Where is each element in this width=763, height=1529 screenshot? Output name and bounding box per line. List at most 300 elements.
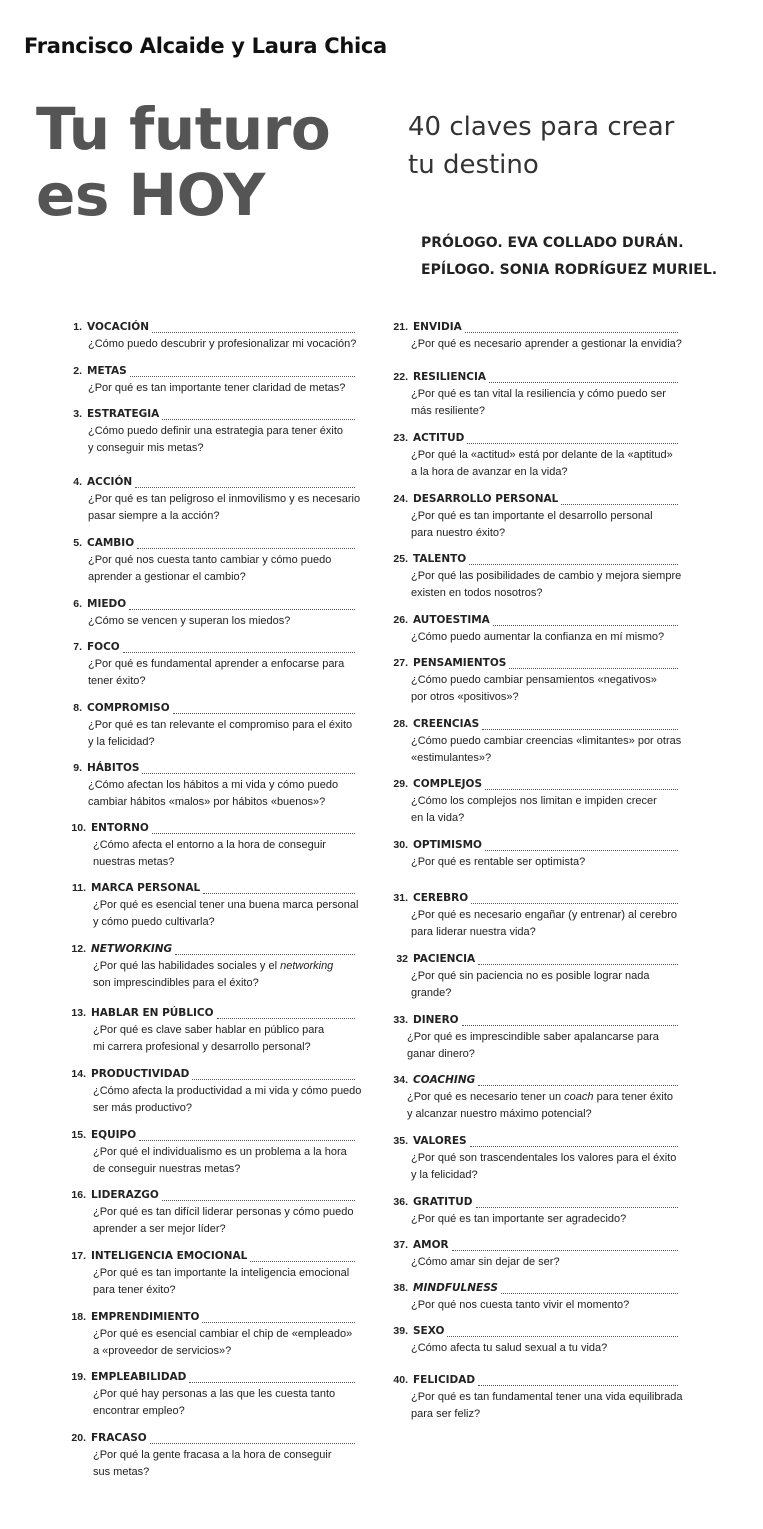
toc-entry-keyword: PACIENCIA (413, 953, 476, 965)
dot-leader (493, 625, 678, 626)
toc-entry-heading (388, 1326, 678, 1340)
authors: Francisco Alcaide y Laura Chica (24, 34, 387, 58)
toc-entry-question (388, 629, 678, 646)
dot-leader (478, 964, 678, 965)
toc-entry (66, 1251, 355, 1299)
question-text: ¿Por qué las posibilidades de cambio y mejora siempre (411, 570, 682, 582)
question-line (93, 897, 359, 914)
toc-entry-number: 16. (71, 1189, 86, 1201)
toc-entry-heading (388, 840, 678, 854)
toc-entry-keyword: AUTOESTIMA (413, 614, 490, 626)
toc-entry-keyword: GRATITUD (413, 1196, 473, 1208)
dot-leader (123, 652, 355, 653)
toc-entry-keyword: PENSAMIENTOS (413, 657, 507, 669)
question-text: ¿Cómo puedo definir una estrategia para tener éxito (88, 425, 343, 437)
toc-entry-question (66, 777, 355, 811)
dot-leader (469, 564, 678, 565)
dot-leader (162, 419, 355, 420)
question-text: ¿Cómo se vencen y superan los miedos? (88, 615, 291, 627)
toc-entry-question (388, 1297, 678, 1314)
question-line (411, 464, 678, 481)
toc-entry-question (66, 1265, 355, 1299)
toc-entry-question (66, 613, 355, 630)
question-text: por otros «positivos»? (411, 691, 519, 703)
book-title-line-1: Tu futuro (36, 95, 331, 163)
toc-entry-number: 3. (73, 408, 82, 420)
toc-entry (388, 321, 682, 353)
toc-entry-question (388, 1389, 683, 1423)
toc-entry-heading (66, 1069, 355, 1083)
question-line (411, 1340, 678, 1357)
dot-leader (478, 1085, 678, 1086)
question-text: ¿Cómo puedo cambiar creencias «limitantes» por otras (411, 735, 682, 747)
question-text: nuestras metas? (93, 856, 175, 868)
toc-entry-number: 30. (393, 839, 408, 851)
toc-entry (388, 1197, 678, 1228)
toc-entry-keyword: FELICIDAD (413, 1374, 476, 1386)
question-line (411, 1211, 678, 1228)
dot-leader (485, 789, 678, 790)
toc-entry (388, 494, 678, 542)
toc-entry-number: 25. (393, 553, 408, 565)
toc-entry-question (66, 656, 355, 690)
question-text: ¿Por qué es tan importante tener claridad de metas? (88, 382, 346, 394)
toc-entry-keyword: CAMBIO (87, 537, 135, 549)
question-line (93, 1144, 355, 1161)
toc-entry-heading (66, 1008, 355, 1022)
toc-entry-keyword: HABLAR EN PÚBLICO (91, 1007, 214, 1019)
toc-entry-heading (66, 1130, 355, 1144)
toc-entry-number: 35. (393, 1135, 408, 1147)
toc-entry-number: 5. (73, 537, 82, 549)
toc-entry-keyword: RESILIENCIA (413, 371, 487, 383)
dot-leader (189, 1382, 355, 1383)
question-text: en la vida? (411, 812, 465, 824)
question-line (88, 552, 355, 569)
toc-entry-number: 39. (393, 1325, 408, 1337)
question-text: aprender a ser mejor líder? (93, 1223, 226, 1235)
question-line (93, 1221, 355, 1238)
question-text: ¿Por qué son trascendentales los valores para el éxito (411, 1152, 677, 1164)
toc-entry-heading (388, 1015, 678, 1029)
dot-leader (485, 850, 678, 851)
question-line (411, 1150, 678, 1167)
question-line (407, 1029, 678, 1046)
toc-entry-heading (66, 538, 355, 552)
question-text: tener éxito? (88, 675, 146, 687)
question-line (93, 1161, 355, 1178)
toc-entry (388, 779, 678, 827)
question-text: mi carrera profesional y desarrollo personal? (93, 1041, 311, 1053)
question-text: ¿Por qué hay personas a las que les cuesta tanto (93, 1388, 336, 1400)
toc-entry-number: 19. (71, 1371, 86, 1383)
question-text: ¿Cómo afecta tu salud sexual a tu vida? (411, 1342, 608, 1354)
toc-entry-keyword: EMPLEABILIDAD (91, 1371, 187, 1383)
toc-entry (388, 954, 678, 1002)
toc-entry-keyword: EQUIPO (91, 1129, 137, 1141)
toc-entry-question (388, 336, 682, 353)
dot-leader (152, 833, 355, 834)
question-text: ¿Cómo los complejos nos limitan e impiden crecer (411, 795, 657, 807)
toc-entry-keyword: ACCIÓN (87, 476, 133, 488)
toc-entry (66, 538, 355, 586)
question-line (93, 914, 355, 931)
toc-entry-question (388, 1150, 678, 1184)
question-line (411, 968, 678, 985)
question-line (93, 1204, 355, 1221)
question-text: ¿Cómo afectan los hábitos a mi vida y cómo puedo (88, 779, 339, 791)
toc-entry (66, 322, 355, 353)
question-line (411, 750, 678, 767)
toc-entry-keyword: LIDERAZGO (91, 1189, 159, 1201)
toc-entry-keyword: CREENCIAS (413, 718, 480, 730)
toc-entry-heading (388, 322, 678, 336)
dot-leader (129, 609, 355, 610)
toc-entry-heading (66, 642, 355, 656)
toc-entry-heading (388, 1375, 678, 1389)
question-text: cambiar hábitos «malos» por hábitos «buenos»? (88, 796, 326, 808)
toc-entry-heading (66, 1312, 355, 1326)
italic-term: networking (280, 960, 334, 972)
toc-entry-number: 37. (393, 1239, 408, 1251)
toc-entry-keyword: DESARROLLO PERSONAL (413, 493, 559, 505)
toc-entry-keyword: ESTRATEGIA (87, 408, 160, 420)
toc-entry-keyword: MARCA PERSONAL (91, 882, 201, 894)
toc-entry (66, 642, 355, 690)
dot-leader (217, 1018, 355, 1019)
question-text: «estimulantes»? (411, 752, 492, 764)
question-text: ¿Por qué es esencial cambiar el chip de «empleado» (93, 1328, 353, 1340)
question-text: grande? (411, 987, 452, 999)
toc-entry-heading (66, 1433, 355, 1447)
question-line (88, 613, 355, 630)
dot-leader (192, 1079, 355, 1080)
toc-entry-heading (66, 1372, 355, 1386)
prologue-credit: PRÓLOGO. EVA COLLADO DURÁN. (421, 235, 684, 251)
toc-entry-question (388, 568, 682, 602)
question-text: sus metas? (93, 1466, 150, 1478)
toc-entry (66, 944, 355, 992)
toc-entry (66, 1312, 355, 1360)
question-text: ¿Por qué es tan importante el desarrollo personal (411, 510, 653, 522)
question-text: ¿Por qué es fundamental aprender a enfocarse para (88, 658, 345, 670)
question-text: ¿Cómo afecta el entorno a la hora de conseguir (93, 839, 326, 851)
question-line (93, 1265, 355, 1282)
toc-entry-question (388, 508, 678, 542)
question-text: aprender a gestionar el cambio? (88, 571, 246, 583)
question-text: ¿Por qué es imprescindible saber apalancarse para (407, 1031, 659, 1043)
toc-entry-heading (388, 719, 678, 733)
toc-entry (66, 599, 355, 630)
toc-entry-question (388, 793, 678, 827)
toc-entry (388, 553, 682, 602)
toc-entry-keyword: FOCO (87, 641, 120, 653)
question-line (88, 777, 355, 794)
toc-entry-keyword: SEXO (413, 1325, 445, 1337)
question-text: ¿Por qué es tan peligroso el inmovilismo y es necesario (88, 493, 361, 505)
question-text: ¿Por qué es tan relevante el compromiso para el éxito (88, 719, 353, 731)
question-line (88, 656, 355, 673)
book-title-line-2: es HOY (36, 161, 265, 229)
dot-leader (250, 1261, 355, 1262)
toc-entry (66, 1433, 355, 1481)
toc-entry-question (388, 1029, 678, 1063)
dot-leader (130, 376, 355, 377)
toc-entry-heading (388, 615, 678, 629)
toc-entry-number: 29. (393, 778, 408, 790)
toc-entry (388, 1136, 678, 1184)
book-subtitle-line-1: 40 claves para crear (408, 112, 675, 142)
toc-entry-number: 28. (393, 718, 408, 730)
question-text: a la hora de avanzar en la vida? (411, 466, 568, 478)
toc-entry-keyword: ENVIDIA (413, 321, 462, 333)
toc-entry-heading (66, 883, 355, 897)
toc-entry-heading (66, 823, 355, 837)
question-line (93, 1282, 355, 1299)
book-title (36, 96, 330, 228)
dot-leader (452, 1250, 678, 1251)
question-text: más resiliente? (411, 405, 485, 417)
toc-entry-number: 7. (73, 641, 82, 653)
dot-leader (150, 1443, 355, 1444)
toc-entry (66, 476, 361, 525)
question-text: ¿Por qué es tan vital la resiliencia y cómo puedo ser (411, 388, 666, 400)
question-line (411, 854, 678, 871)
toc-entry (66, 366, 355, 397)
toc-entry-number: 1. (73, 321, 82, 333)
toc-entry (66, 882, 359, 931)
question-line (88, 440, 355, 457)
toc-entry-question (66, 1144, 355, 1178)
question-text: ¿Por qué las habilidades sociales y el (93, 960, 278, 972)
toc-entry-number: 2. (73, 365, 82, 377)
question-line (411, 733, 682, 750)
toc-entry-keyword: ACTITUD (413, 432, 465, 444)
toc-entry (388, 433, 678, 481)
question-line (88, 508, 355, 525)
toc-entry-question (66, 1022, 355, 1056)
question-line (407, 1089, 678, 1106)
question-line (411, 525, 678, 542)
toc-entry (388, 840, 678, 871)
question-line (411, 1254, 678, 1271)
dot-leader (152, 332, 355, 333)
toc-entry-number: 23. (393, 432, 408, 444)
dot-leader (489, 382, 678, 383)
toc-entry-heading (388, 554, 678, 568)
toc-entry-number: 32 (396, 953, 408, 965)
question-line (88, 794, 355, 811)
question-line (407, 1106, 678, 1123)
question-text: ¿Por qué nos cuesta tanto vivir el momento? (411, 1299, 630, 1311)
dot-leader (137, 548, 355, 549)
question-text: pasar siempre a la acción? (88, 510, 220, 522)
question-text: ¿Por qué es tan importante ser agradecido? (411, 1213, 627, 1225)
question-line (411, 1167, 678, 1184)
toc-entry-number: 33. (393, 1014, 408, 1026)
toc-entry (66, 1372, 355, 1420)
toc-entry-heading (388, 1240, 678, 1254)
toc-entry-keyword: PRODUCTIVIDAD (91, 1068, 190, 1080)
toc-entry-heading (66, 599, 355, 613)
toc-entry-keyword: VOCACIÓN (87, 321, 150, 333)
question-text: encontrar empleo? (93, 1405, 185, 1417)
question-line (93, 837, 355, 854)
question-line (88, 734, 355, 751)
toc-entry-number: 18. (71, 1311, 86, 1323)
toc-entry-question (388, 672, 678, 706)
toc-entry (388, 1283, 678, 1314)
toc-entry (66, 409, 355, 457)
question-line (93, 1464, 355, 1481)
toc-entry-question (66, 1083, 362, 1117)
question-line (93, 1039, 355, 1056)
toc-entry-question (388, 447, 678, 481)
dot-leader (467, 443, 678, 444)
toc-entry-heading (66, 409, 355, 423)
toc-entry-question (66, 717, 355, 751)
toc-entry-question (388, 907, 678, 941)
toc-entry-heading (66, 477, 355, 491)
toc-entry-question (66, 336, 355, 353)
question-line (411, 810, 678, 827)
question-text: ¿Por qué es tan difícil liderar personas y cómo puedo (93, 1206, 354, 1218)
toc-entry-keyword: EMPRENDIMIENTO (91, 1311, 200, 1323)
toc-entry-keyword: TALENTO (413, 553, 467, 565)
toc-entry-heading (66, 1251, 355, 1265)
dot-leader (173, 713, 355, 714)
question-line (88, 673, 355, 690)
dot-leader (462, 1025, 678, 1026)
question-line (88, 423, 355, 440)
question-text: ¿Por qué es necesario tener un (407, 1091, 562, 1103)
question-text: de conseguir nuestras metas? (93, 1163, 241, 1175)
toc-entry-heading (66, 763, 355, 777)
toc-entry-heading (388, 1283, 678, 1297)
dot-leader (471, 903, 678, 904)
toc-entry (66, 823, 355, 871)
toc-entry (66, 703, 355, 751)
dot-leader (478, 1385, 678, 1386)
question-text: ¿Por qué el individualismo es un problema a la hora (93, 1146, 347, 1158)
question-line (411, 629, 678, 646)
dot-leader (482, 729, 678, 730)
toc-entry-number: 4. (73, 476, 82, 488)
question-text: a «proveedor de servicios»? (93, 1345, 232, 1357)
toc-entry-number: 17. (71, 1250, 86, 1262)
question-line (93, 854, 355, 871)
toc-entry (388, 1015, 678, 1063)
question-text: ¿Cómo puedo cambiar pensamientos «negativos» (411, 674, 657, 686)
question-line (411, 672, 678, 689)
toc-entry-keyword: VALORES (413, 1135, 467, 1147)
toc-entry-number: 14. (71, 1068, 86, 1080)
question-line (88, 569, 355, 586)
dot-leader (135, 487, 355, 488)
question-line (88, 717, 355, 734)
toc-entry (388, 1075, 678, 1123)
toc-entry-heading (66, 322, 355, 336)
book-subtitle (408, 108, 674, 184)
question-line (93, 1326, 355, 1343)
question-line (411, 1297, 678, 1314)
toc-entry (388, 1326, 678, 1357)
question-line (411, 403, 678, 420)
toc-entry-heading (388, 954, 678, 968)
dot-leader (202, 1322, 355, 1323)
toc-entry-keyword: AMOR (413, 1239, 449, 1251)
toc-entry-heading (66, 1190, 355, 1204)
dot-leader (175, 954, 355, 955)
toc-entry-question (66, 423, 355, 457)
question-line (93, 958, 355, 975)
toc-entry-keyword: COMPLEJOS (413, 778, 483, 790)
toc-entry-heading (66, 366, 355, 380)
question-line (411, 793, 678, 810)
question-line (411, 585, 678, 602)
toc-entry-number: 8. (73, 702, 82, 714)
question-line (411, 907, 678, 924)
question-text: ¿Por qué sin paciencia no es posible lograr nada (411, 970, 650, 982)
toc-entry-keyword: INTELIGENCIA EMOCIONAL (91, 1250, 248, 1262)
question-text: ¿Por qué la «actitud» está por delante de la «aptitud» (411, 449, 673, 461)
question-text: ¿Por qué nos cuesta tanto cambiar y cómo puedo (88, 554, 332, 566)
toc-entry-number: 36. (393, 1196, 408, 1208)
toc-entry-number: 11. (71, 882, 86, 894)
question-line (93, 1083, 362, 1100)
toc-entry-keyword: FRACASO (91, 1432, 147, 1444)
question-line (93, 1447, 355, 1464)
toc-entry-number: 31. (393, 892, 408, 904)
toc-entry-heading (388, 893, 678, 907)
question-text: ¿Por qué es tan fundamental tener una vida equilibrada (411, 1391, 683, 1403)
toc-entry-number: 21. (393, 321, 408, 333)
question-text: ¿Cómo puedo aumentar la confianza en mí mismo? (411, 631, 665, 643)
question-line (411, 985, 678, 1002)
question-text: son imprescindibles para el éxito? (93, 977, 259, 989)
question-text: y alcanzar nuestro máximo potencial? (407, 1108, 592, 1120)
toc-entry-heading (388, 658, 678, 672)
toc-entry-heading (388, 372, 678, 386)
question-line (88, 336, 355, 353)
question-text: ¿Cómo amar sin dejar de ser? (411, 1256, 560, 1268)
question-text: ¿Por qué es esencial tener una buena marca personal (93, 899, 359, 911)
toc-entry-heading (388, 1136, 678, 1150)
question-line (411, 447, 678, 464)
dot-leader (476, 1207, 679, 1208)
question-text: para ser feliz? (411, 1408, 481, 1420)
toc-entry (66, 1190, 355, 1238)
question-text: ganar dinero? (407, 1048, 475, 1060)
question-line (88, 380, 355, 397)
toc-entry-question (388, 1340, 678, 1357)
toc-entry (66, 1008, 355, 1056)
dot-leader (470, 1146, 678, 1147)
toc-entry-question (388, 968, 678, 1002)
toc-entry-number: 6. (73, 598, 82, 610)
toc-entry (388, 1240, 678, 1271)
toc-entry (388, 1374, 683, 1423)
epilogue-credit: EPÍLOGO. SONIA RODRÍGUEZ MURIEL. (421, 262, 718, 278)
dot-leader (561, 504, 678, 505)
question-text: y la felicidad? (411, 1169, 478, 1181)
toc-entry-number: 15. (71, 1129, 86, 1141)
toc-entry (388, 615, 678, 646)
toc-entry-number: 40. (393, 1374, 408, 1386)
toc-entry-heading (66, 703, 355, 717)
toc-entry-question (388, 1254, 678, 1271)
dot-leader (509, 668, 678, 669)
